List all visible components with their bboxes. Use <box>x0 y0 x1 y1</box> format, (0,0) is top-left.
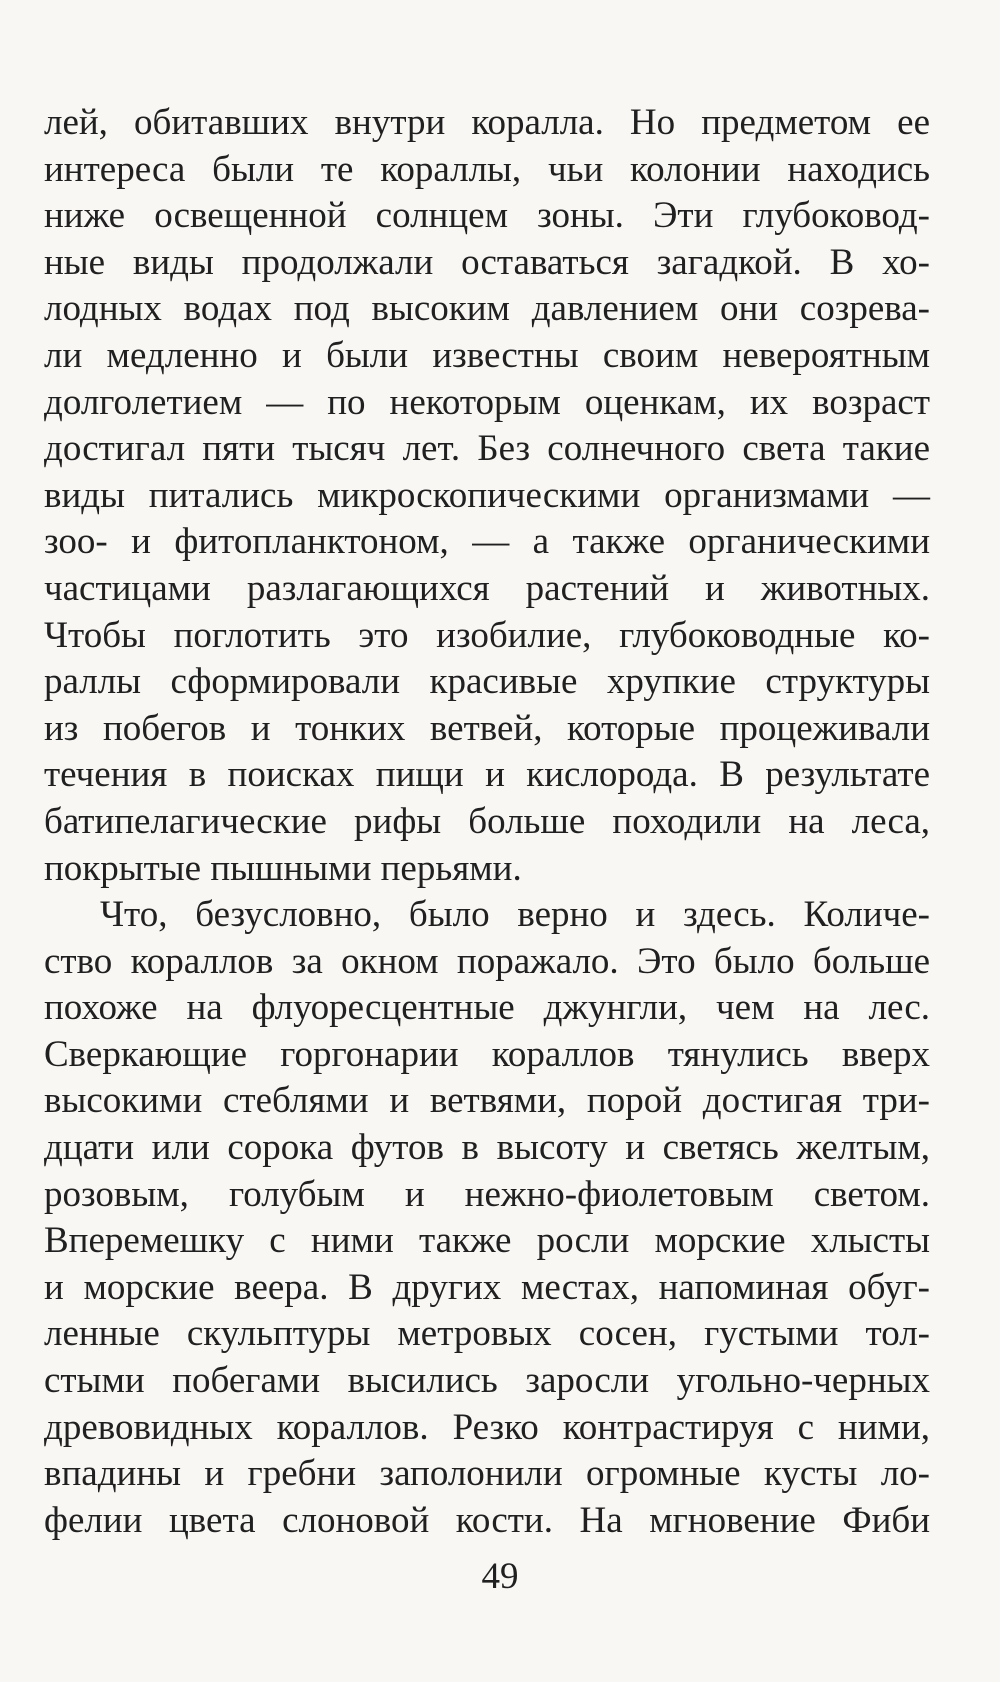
paragraph-end-line: покрытые пышными перьями. <box>44 847 522 889</box>
text-line: похоже на флуоресцентные джунгли, чем на лес. <box>44 987 930 1029</box>
text-line: ниже освещенной солнцем зоны. Эти глубоковод- <box>44 195 930 237</box>
text-line: батипелагические рифы больше походили на леса, <box>44 800 930 842</box>
text-line: ленные скульптуры метровых сосен, густыми тол- <box>44 1313 930 1355</box>
text-line: Вперемешку с ними также росли морские хлысты <box>44 1220 930 1262</box>
text-line: лодных водах под высоким давлением они созрева- <box>44 288 930 330</box>
text-line: дцати или сорока футов в высоту и светясь желтым, <box>44 1127 930 1169</box>
text-line: фелии цвета слоновой кости. На мгновение Фиби <box>44 1499 930 1541</box>
text-line: древовидных кораллов. Резко контрастируя с ними, <box>44 1406 930 1448</box>
text-line: зоо- и фитопланктоном, — а также органическими <box>44 521 930 563</box>
text-line: высокими стеблями и ветвями, порой достигая три- <box>44 1080 930 1122</box>
text-line: ли медленно и были известны своим невероятным <box>44 334 930 376</box>
text-line: интереса были те кораллы, чьи колонии находись <box>44 148 930 190</box>
text-line: и морские веера. В других местах, напоминая обуг- <box>44 1266 930 1308</box>
body-text <box>44 100 930 1544</box>
text-line: достигал пяти тысяч лет. Без солнечного света такие <box>44 428 930 470</box>
text-line: лей, обитавших внутри коралла. Но предметом ее <box>44 102 930 143</box>
page-number: 49 <box>481 1556 519 1597</box>
text-line: розовым, голубым и нежно-фиолетовым светом. <box>44 1173 930 1215</box>
text-line: Чтобы поглотить это изобилие, глубоководные ко- <box>44 614 930 656</box>
text-line: виды питались микроскопическими организмами — <box>44 474 930 516</box>
text-line: из побегов и тонких ветвей, которые процеживали <box>44 707 930 749</box>
text-line: долголетием — по некоторым оценкам, их возраст <box>44 381 930 423</box>
text-line: частицами разлагающихся растений и животных. <box>44 567 930 609</box>
text-line: стыми побегами высились заросли угольно-черных <box>44 1360 930 1402</box>
text-line: течения в поисках пищи и кислорода. В результате <box>44 754 930 796</box>
paragraph-start-line: Что, безусловно, было верно и здесь. Количе- <box>100 894 930 936</box>
text-line: ные виды продолжали оставаться загадкой. В хо- <box>44 241 930 283</box>
text-line: Сверкающие горгонарии кораллов тянулись вверх <box>44 1033 930 1075</box>
text-line: ство кораллов за окном поражало. Это было больше <box>44 940 930 982</box>
text-line: впадины и гребни заполонили огромные кусты ло- <box>44 1453 930 1495</box>
text-line: раллы сформировали красивые хрупкие структуры <box>44 661 930 703</box>
